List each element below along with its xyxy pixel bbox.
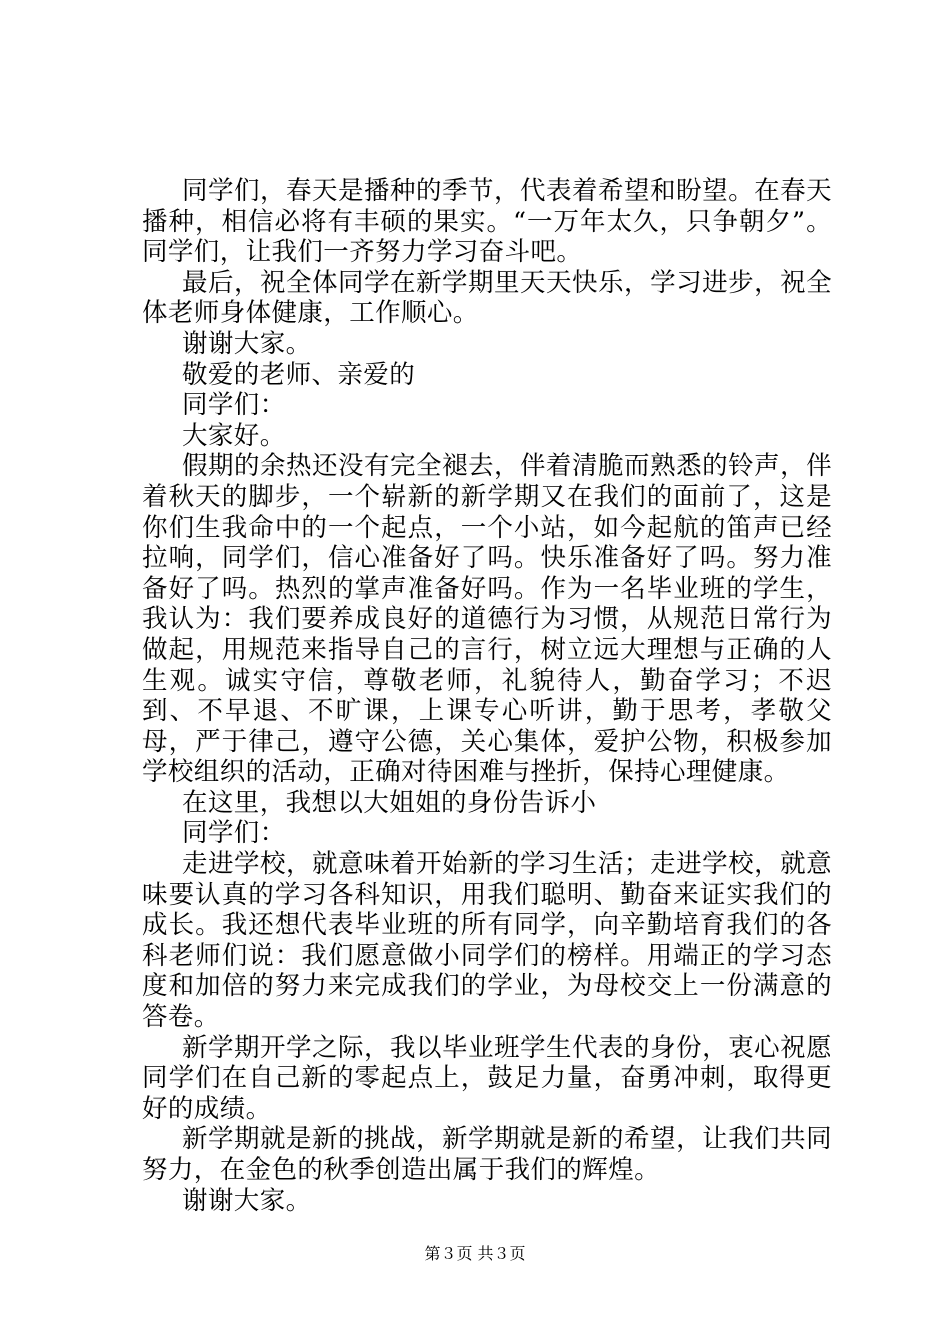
paragraph-new-term: 新学期开学之际，我以毕业班学生代表的身份，衷心祝愿同学们在自己新的零起点上，鼓足力量，奋勇冲刺，取得更好的成绩。 bbox=[142, 1032, 832, 1124]
paragraph-classmates: 同学们： bbox=[182, 390, 286, 421]
paragraph-thanks-final: 谢谢大家。 bbox=[182, 1185, 312, 1216]
paragraph-wishes: 最后，祝全体同学在新学期里天天快乐，学习进步，祝全体老师身体健康，工作顺心。 bbox=[142, 267, 832, 329]
document-body bbox=[142, 176, 832, 1216]
paragraph-salutation: 敬爱的老师、亲爱的 bbox=[182, 359, 416, 390]
paragraph-thanks: 谢谢大家。 bbox=[182, 328, 312, 359]
paragraph-spring: 同学们，春天是播种的季节，代表着希望和盼望。在春天播种，相信必将有丰硕的果实。“一万年太久，只争朝夕”。同学们，让我们一齐努力学习奋斗吧。 bbox=[142, 176, 832, 268]
paragraph-classmates-2: 同学们： bbox=[182, 818, 286, 849]
paragraph-school: 走进学校，就意味着开始新的学习生活；走进学校，就意味要认真的学习各科知识，用我们聪明、勤奋来证实我们的成长。我还想代表毕业班的所有同学，向辛勤培育我们的各科老师们说：我们愿意做小同学们的榜样。用端正的学习态度和加倍的努力来完成我们的学业，为母校交上一份满意的答卷。 bbox=[142, 849, 832, 1033]
paragraph-challenge: 新学期就是新的挑战，新学期就是新的希望，让我们共同努力，在金色的秋季创造出属于我们的辉煌。 bbox=[142, 1124, 832, 1185]
page-footer: 第３页 共３页 bbox=[424, 1244, 526, 1263]
paragraph-big-sister: 在这里，我想以大姐姐的身份告诉小 bbox=[182, 787, 597, 818]
paragraph-holiday: 假期的余热还没有完全褪去，伴着清脆而熟悉的铃声，伴着秋天的脚步，一个崭新的新学期又在我们的面前了，这是你们生我命中的一个起点，一个小站，如今起航的笛声已经拉响，同学们，信心准备好了吗。快乐准备好了吗。努力准备好了吗。热烈的掌声准备好吗。作为一名毕业班的学生，我认为：我们要养成良好的道德行为习惯，从规范日常行为做起，用规范来指导自己的言行，树立远大理想与正确的人生观。诚实守信，尊敬老师，礼貌待人，勤奋学习；不迟到、不早退、不旷课，上课专心听讲，勤于思考，孝敬父母，严于律己，遵守公德，关心集体，爱护公物，积极参加学校组织的活动，正确对待困难与挫折，保持心理健康。 bbox=[142, 451, 832, 788]
paragraph-greeting: 大家好。 bbox=[182, 420, 286, 451]
